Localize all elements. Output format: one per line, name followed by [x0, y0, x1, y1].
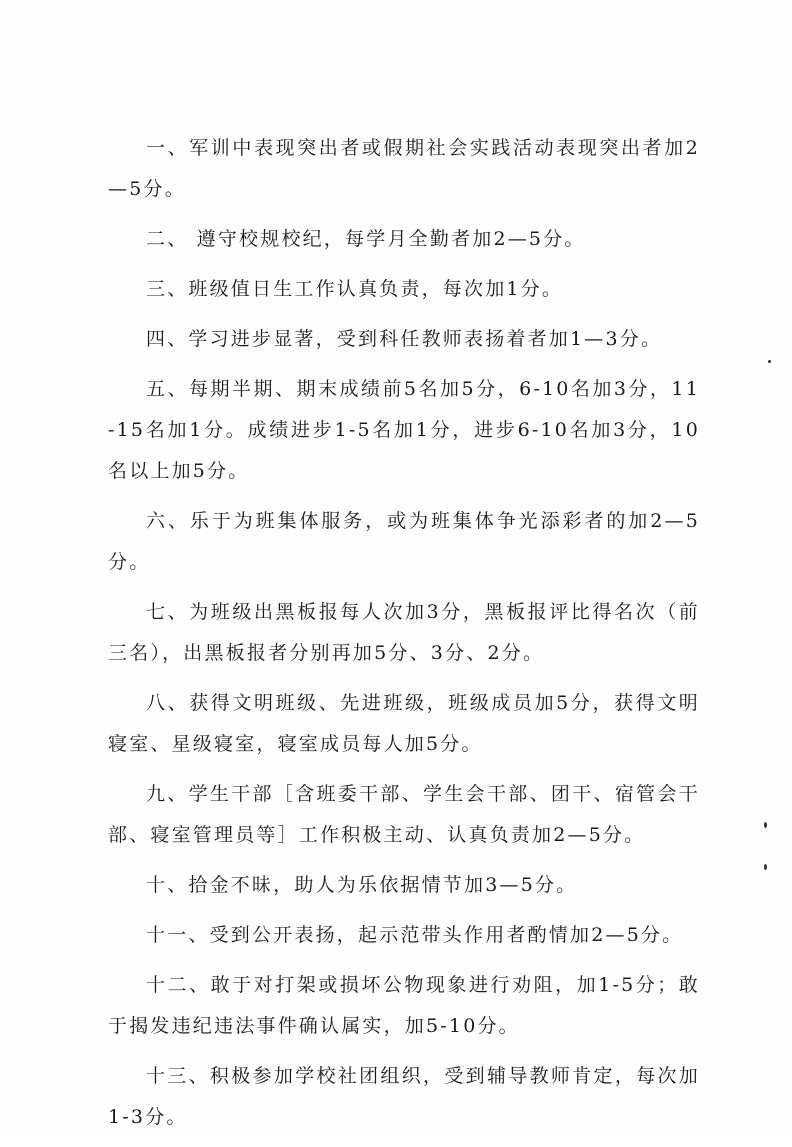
list-item: 十、拾金不昧，助人为乐依据情节加3—5分。 [146, 874, 578, 896]
list-item: 三、班级值日生工作认真负责，每次加1分。 [146, 278, 564, 300]
list-item: 十三、积极参加学校社团组织，受到辅导教师肯定，每次加1-3分。 [108, 1065, 700, 1128]
list-item: 七、为班级出黑板报每人次加3分，黑板报评比得名次（前三名），出黑板报者分别再加5分、3分、2分。 [108, 601, 700, 664]
list-item: 四、学习进步显著，受到科任教师表扬着者加1—3分。 [146, 328, 663, 350]
list-item: 五、每期半期、期末成绩前5名加5分，6-10名加3分，11-15名加1分。成绩进步1-5名加1分，进步6-10名加3分，10名以上加5分。 [108, 378, 700, 482]
scan-speck [764, 822, 767, 828]
list-item: 十一、受到公开表扬，起示范带头作用者酌情加2—5分。 [146, 924, 684, 946]
scan-speck [768, 360, 771, 363]
list-item: 十二、敢于对打架或损坏公物现象进行劝阻，加1-5分；敢于揭发违纪违法事件确认属实，加5-10分。 [108, 974, 700, 1037]
list-item: 六、乐于为班集体服务，或为班集体争光添彩者的加2—5分。 [108, 510, 700, 573]
document-body [108, 128, 700, 1147]
list-item: 一、军训中表现突出者或假期社会实践活动表现突出者加2—5分。 [108, 137, 700, 200]
list-item: 二、 遵守校规校纪，每学月全勤者加2—5分。 [146, 228, 586, 250]
list-item: 九、学生干部［含班委干部、学生会干部、团干、宿管会干部、寝室管理员等］工作积极主动、认真负责加2—5分。 [108, 783, 700, 846]
scan-speck [764, 864, 767, 870]
list-item: 八、获得文明班级、先进班级，班级成员加5分，获得文明寝室、星级寝室，寝室成员每人加5分。 [108, 692, 700, 755]
